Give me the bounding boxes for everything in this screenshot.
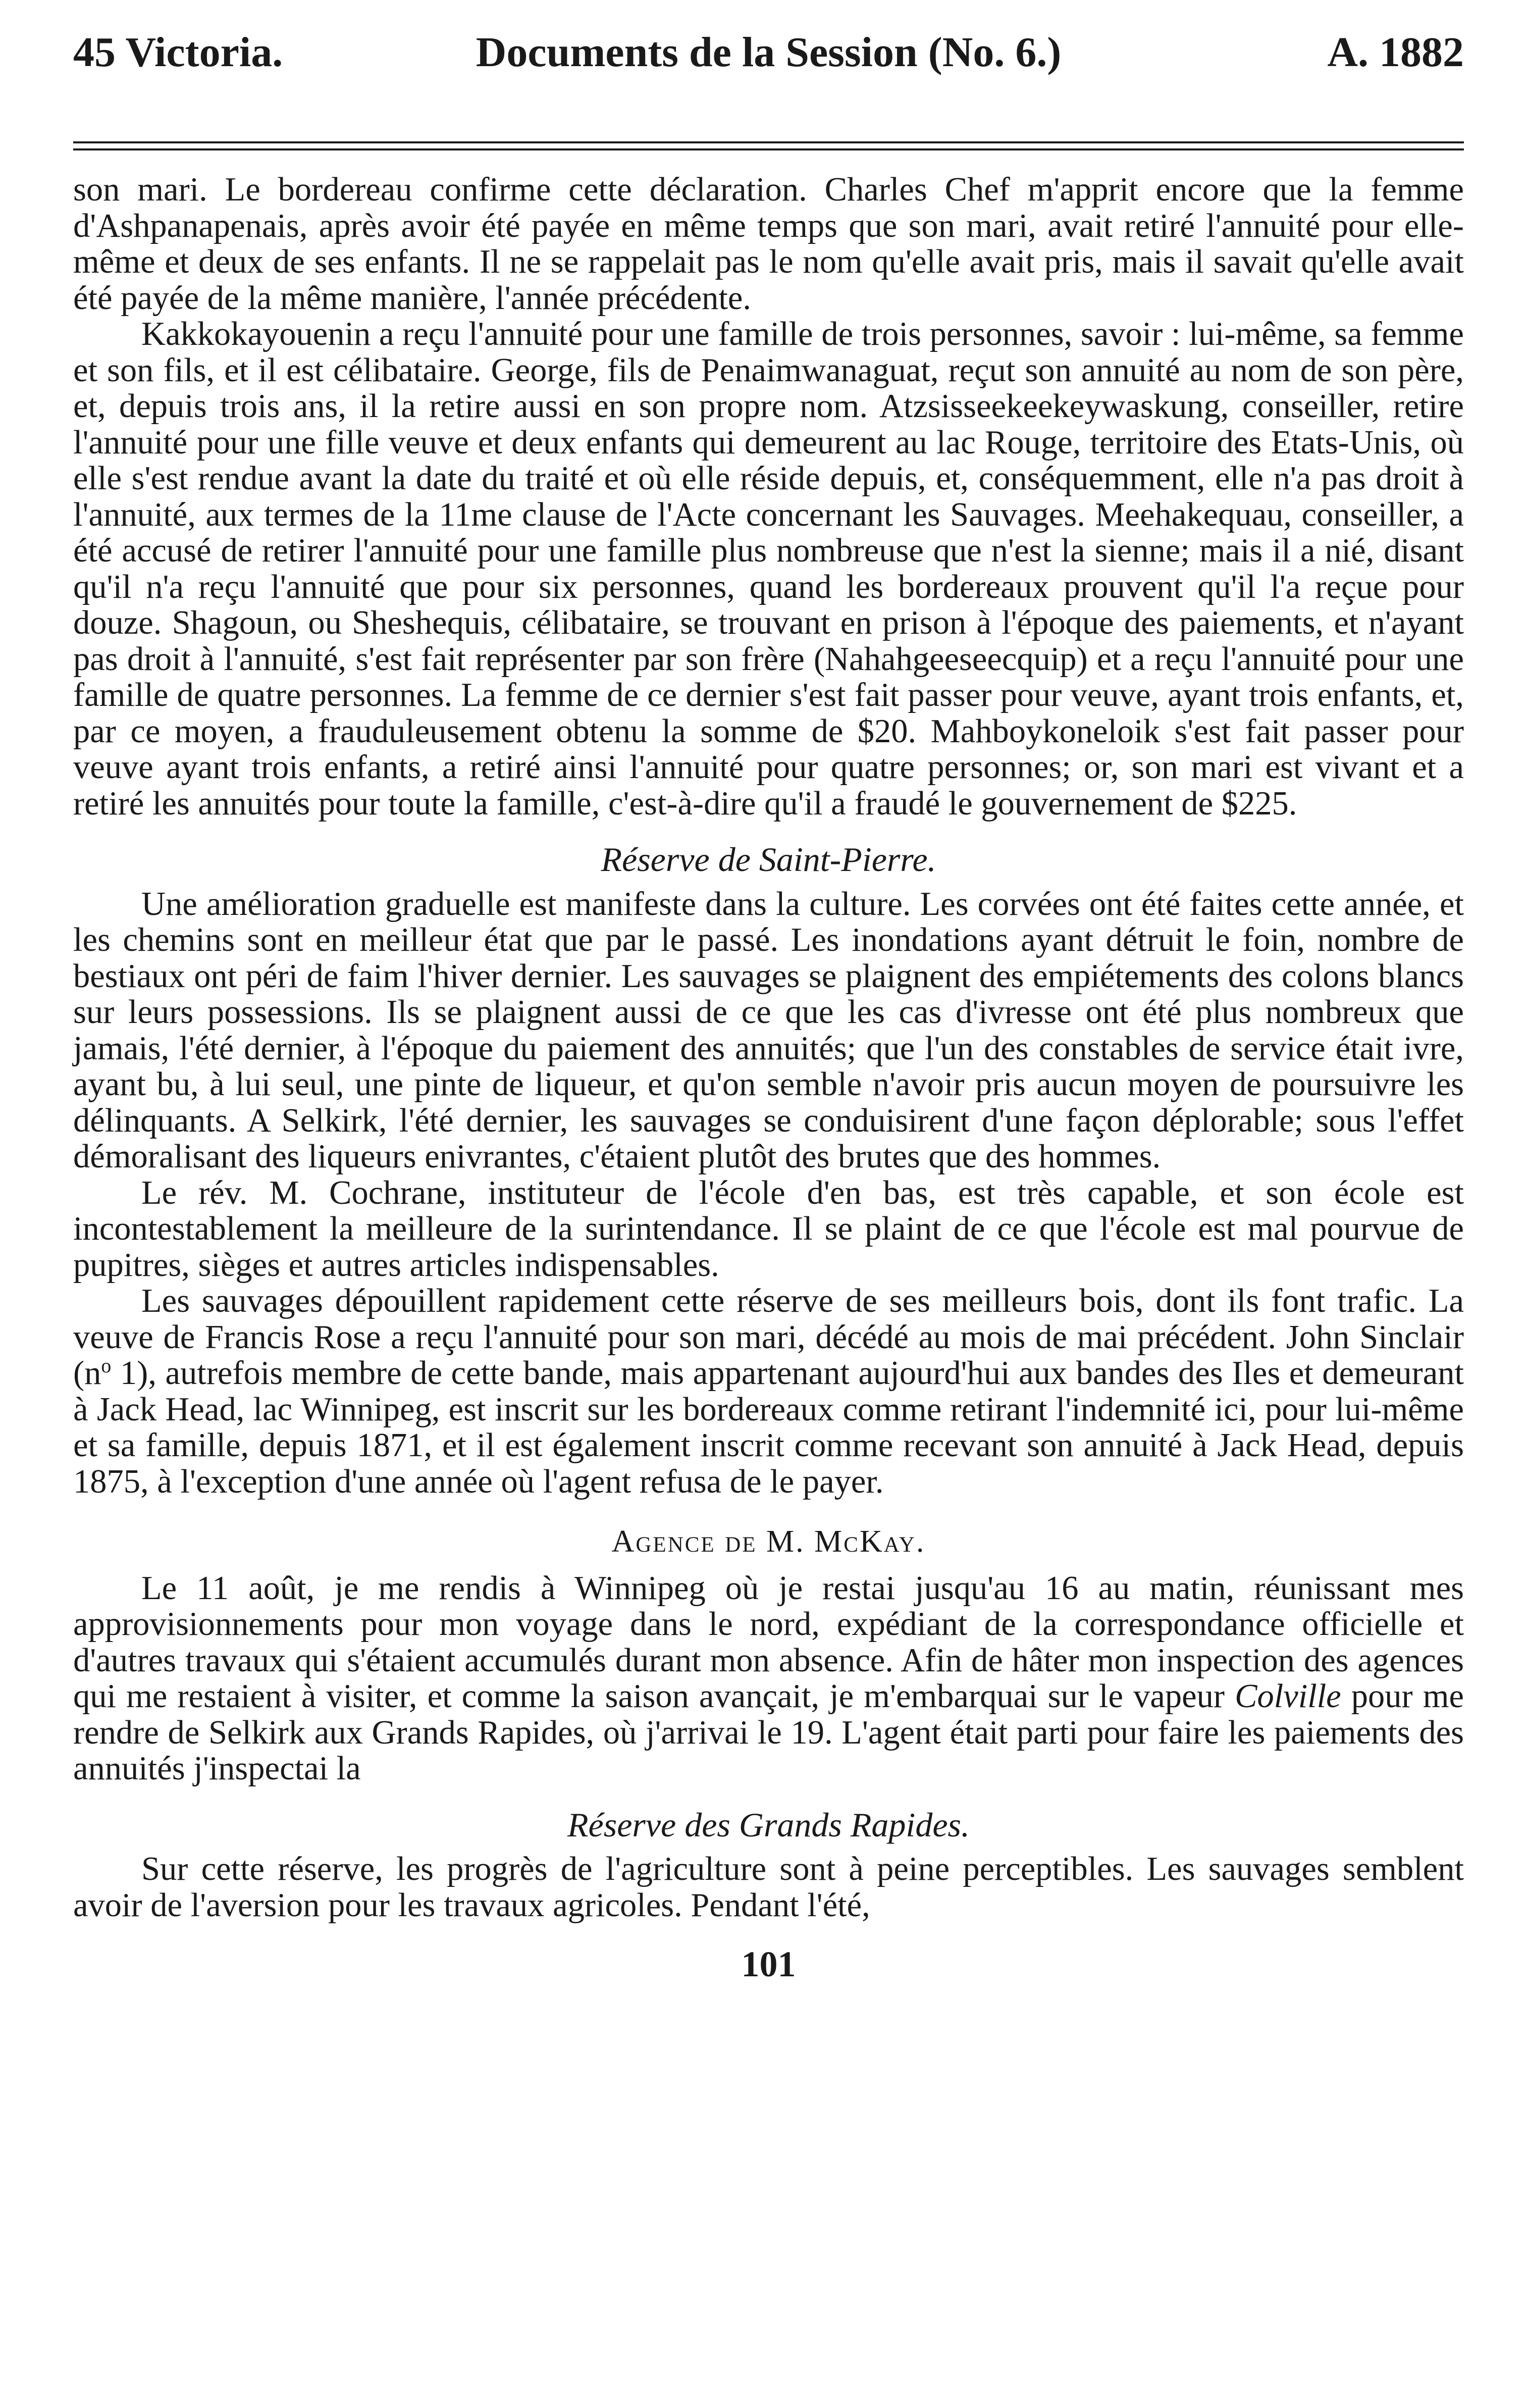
heading-reserve-grands-rapides: Réserve des Grands Rapides. xyxy=(567,1805,970,1844)
paragraph-sauvages-bois-part2: 1), autrefois membre de cette bande, mais appartenant aujourd'hui aux bandes des Iles et demeurant à Jack Head, lac Winnipeg, est inscrit sur les bordereaux comme retirant l'indemnité ici, pour lui-même et sa famille, depuis 1871, et il est également inscrit comme recevant son annuité à Jack Head, depuis 1875, à l'exception d'une année où l'agent refusa de le payer. xyxy=(73,1355,1464,1500)
vessel-name: Colville xyxy=(1235,1678,1341,1715)
header-title: Documents de la Session (No. 6.) xyxy=(476,29,1062,76)
paragraph-continuation: son mari. Le bordereau confirme cette déclaration. Charles Chef m'apprit encore que la femme d'Ashpanapenais, après avoir été payée en même temps que son mari, avait retiré l'annuité pour elle-même et deux de ses enfants. Il ne se rappelait pas le nom qu'elle avait pris, mais il savait qu'elle avait été payée de la même manière, l'année précédente. xyxy=(73,171,1464,317)
numero-superscript: o xyxy=(101,1354,112,1377)
paragraph-winnipeg-part2: pour me rendre de Selkirk aux Grands Rapides, où j'arrivai le 19. L'agent était parti pour faire les paiements des annuités j'inspectai la xyxy=(73,1678,1464,1787)
paragraph-sauvages-bois-part1: Les sauvages dépouillent rapidement cette réserve de ses meilleurs bois, dont ils font trafic. La veuve de Francis Rose a reçu l'annuité pour son mari, décédé au mois de mai précédent. John Sinclair (n xyxy=(73,1283,1464,1392)
header-rule-top xyxy=(73,141,1464,143)
paragraph-winnipeg-part1: Le 11 août, je me rendis à Winnipeg où je restai jusqu'au 16 au matin, réunissant mes approvisionnements pour mon voyage dans le nord, expédiant de la correspondance officielle et d'autres travaux qui s'étaient accumulés durant mon absence. Afin de hâter mon inspection des agences qui me restaient à visiter, et comme la saison avançait, je m'embarquai sur le vapeur xyxy=(73,1569,1464,1715)
header-volume: 45 Victoria. xyxy=(73,29,283,76)
paragraph-kakkokayouenin: Kakkokayouenin a reçu l'annuité pour une famille de trois personnes, savoir : lui-même, sa femme et son fils, et il est célibataire. George, fils de Penaimwanaguat, reçut son annuité au nom de son père, et, depuis trois ans, il la retire aussi en son propre nom. Atzsisseekeekeywaskung, conseiller, retire l'annuité pour une fille veuve et deux enfants qui demeurent au lac Rouge, territoire des Etats-Unis, où elle s'est rendue avant la date du traité et où elle réside depuis, et, conséquemment, elle n'a pas droit à l'annuité, aux termes de la 11me clause de l'Acte concernant les Sauvages. Meehakequau, conseiller, a été accusé de retirer l'annuité pour une famille plus nombreuse que n'est la sienne; mais il a nié, disant qu'il n'a reçu l'annuité que pour six personnes, quand les bordereaux prouvent qu'il l'a reçue pour douze. Shagoun, ou Sheshequis, célibataire, se trouvant en prison à l'époque des paiements, et n'ayant pas droit à l'annuité, s'est fait représenter par son frère (Nahahgeeseecquip) et a reçu l'annuité pour une famille de quatre personnes. La femme de ce dernier s'est fait passer pour veuve, ayant trois enfants, et, par ce moyen, a frauduleusement obtenu la somme de $20. Mahboykoneloik s'est fait passer pour veuve ayant trois enfants, a retiré ainsi l'annuité pour quatre personnes; or, son mari est vivant et a retiré les annuités pour toute la famille, c'est-à-dire qu'il a fraudé le gouvernement de $225. xyxy=(73,316,1464,822)
body-text xyxy=(73,172,1464,1923)
heading-reserve-saint-pierre: Réserve de Saint-Pierre. xyxy=(601,840,936,879)
paragraph-grands-rapides: Sur cette réserve, les progrès de l'agriculture sont à peine perceptibles. Les sauvages semblent avoir de l'aversion pour les travaux agricoles. Pendant l'été, xyxy=(73,1851,1464,1924)
document-page xyxy=(73,28,1464,1985)
paragraph-winnipeg xyxy=(73,1570,1464,1787)
running-header xyxy=(73,28,1464,93)
paragraph-amelioration: Une amélioration graduelle est manifeste dans la culture. Les corvées ont été faites cette année, et les chemins sont en meilleur état que par le passé. Les inondations ayant détruit le foin, nombre de bestiaux ont péri de faim l'hiver dernier. Les sauvages se plaignent des empiétements des colons blancs sur leurs possessions. Ils se plaignent aussi de ce que les cas d'ivresse ont été plus nombreux que jamais, l'été dernier, à l'époque du paiement des annuités; que l'un des constables de service était ivre, ayant bu, à lui seul, une pinte de liqueur, et qu'on semble n'avoir pris aucun moyen de poursuivre les délinquants. A Selkirk, l'été dernier, les sauvages se conduisirent d'une façon déplorable; sous l'effet démoralisant des liqueurs enivrantes, c'étaient plutôt des brutes que des hommes. xyxy=(73,885,1464,1175)
heading-agence-mckay: Agence de M. McKay. xyxy=(611,1524,926,1559)
header-year: A. 1882 xyxy=(1327,29,1464,76)
paragraph-sauvages-bois xyxy=(73,1283,1464,1500)
header-double-rule xyxy=(73,141,1464,150)
header-rule-bottom xyxy=(73,148,1464,150)
paragraph-cochrane: Le rév. M. Cochrane, instituteur de l'école d'en bas, est très capable, et son école est incontestablement la meilleure de la surintendance. Il se plaint de ce que l'école est mal pourvue de pupitres, sièges et autres articles indispensables. xyxy=(73,1174,1464,1284)
page-number: 101 xyxy=(741,1944,796,1984)
